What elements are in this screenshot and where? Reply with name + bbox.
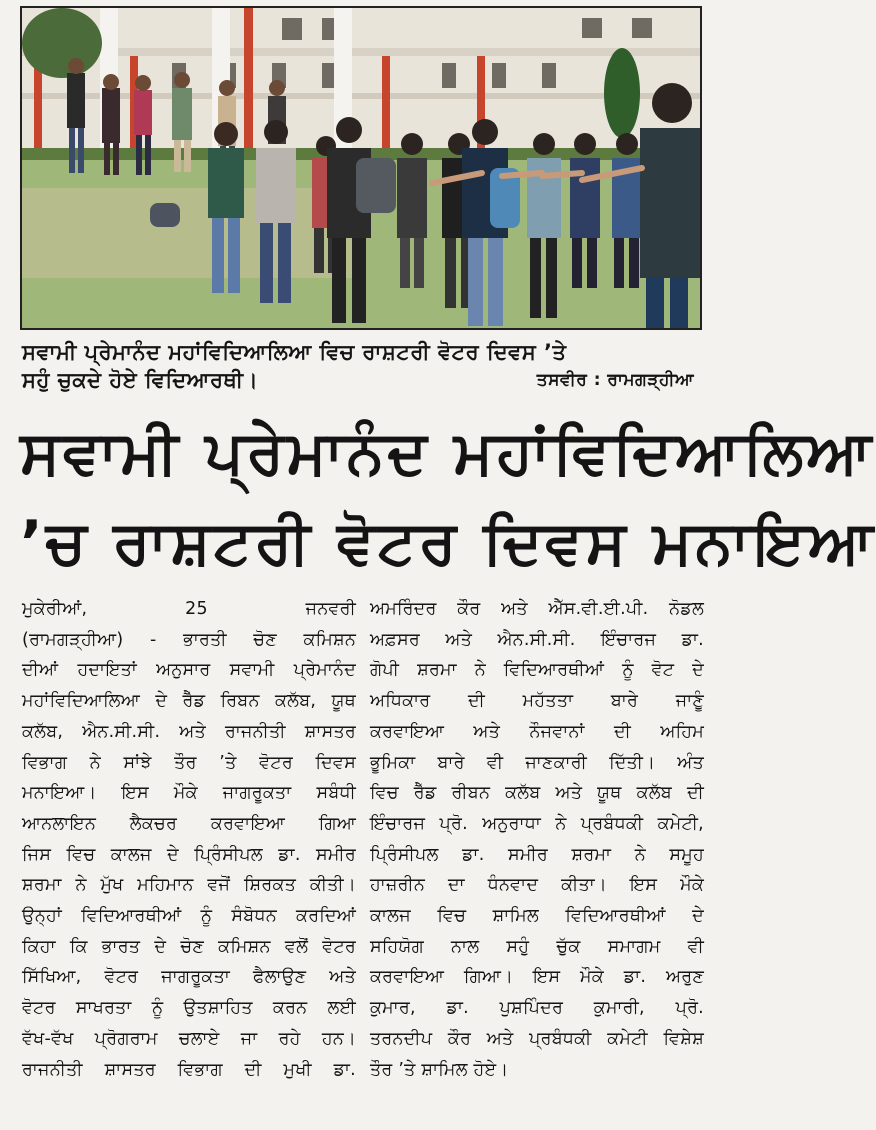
text-line: ਪ੍ਰਿੰਸੀਪਲ ਡਾ. ਸਮੀਰ ਸ਼ਰਮਾ ਨੇ ਸਮੂਹ — [370, 844, 704, 865]
text-line: (ਰਾਮਗੜ੍ਹੀਆ) - ਭਾਰਤੀ ਚੋਣ ਕਮਿਸ਼ਨ — [22, 629, 356, 650]
article-column-left — [20, 594, 356, 1124]
text-line: ਕਰਵਾਇਆ ਗਿਆ। ਇਸ ਮੌਕੇ ਡਾ. ਅਰੁਣ — [370, 967, 704, 988]
headline — [20, 408, 876, 588]
text-line: ਕਰਵਾਇਆ ਅਤੇ ਨੌਜਵਾਨਾਂ ਦੀ ਅਹਿਮ — [370, 721, 704, 742]
text-line: ਇੰਚਾਰਜ ਪ੍ਰੋ. ਅਨੁਰਾਧਾ ਨੇ ਪ੍ਰਬੰਧਕੀ ਕਮੇਟੀ, — [370, 813, 704, 834]
text-line: ਮੁਕੇਰੀਆਂ, 25 ਜਨਵਰੀ — [22, 599, 356, 619]
text-line: ਉਨ੍ਹਾਂ ਵਿਦਿਆਰਥੀਆਂ ਨੂੰ ਸੰਬੋਧਨ ਕਰਦਿਆਂ — [22, 906, 356, 927]
text-line: ਜਿਸ ਵਿਚ ਕਾਲਜ ਦੇ ਪ੍ਰਿੰਸੀਪਲ ਡਾ. ਸਮੀਰ — [22, 844, 356, 865]
photo-caption — [22, 338, 700, 394]
text-line: ਮਹਾਂਵਿਦਿਆਲਿਆ ਦੇ ਰੈੱਡ ਰਿਬਨ ਕਲੱਬ, ਯੂਥ — [22, 691, 356, 712]
text-line: ਭੂਮਿਕਾ ਬਾਰੇ ਵੀ ਜਾਣਕਾਰੀ ਦਿੱਤੀ। ਅੰਤ — [370, 752, 704, 773]
text-line: ਵਿਚ ਰੈੱਡ ਰੀਬਨ ਕਲੱਬ ਅਤੇ ਯੂਥ ਕਲੱਬ ਦੀ — [370, 783, 704, 804]
article-column-right — [370, 594, 704, 1124]
text-line: ਦੀਆਂ ਹਦਾਇਤਾਂ ਅਨੁਸਾਰ ਸਵਾਮੀ ਪ੍ਰੇਮਾਨੰਦ — [22, 660, 356, 681]
text-line: ਤਰਨਦੀਪ ਕੌਰ ਅਤੇ ਪ੍ਰਬੰਧਕੀ ਕਮੇਟੀ ਵਿਸ਼ੇਸ਼ — [370, 1028, 704, 1049]
news-photo — [20, 6, 702, 330]
text-line: ਕਲੱਬ, ਐਨ.ਸੀ.ਸੀ. ਅਤੇ ਰਾਜਨੀਤੀ ਸ਼ਾਸਤਰ — [22, 721, 356, 742]
caption-line-1: ਸਵਾਮੀ ਪ੍ਰੇਮਾਨੰਦ ਮਹਾਂਵਿਦਿਆਲਿਆ ਵਿਚ ਰਾਸ਼ਟਰੀ ਵੋਟਰ ਦਿਵਸ ’ਤੇ — [22, 340, 567, 364]
text-line: ਸਿੱਖਿਆ, ਵੋਟਰ ਜਾਗਰੂਕਤਾ ਫੈਲਾਉਣ ਅਤੇ — [22, 967, 356, 988]
text-line: ਅਮਰਿੰਦਰ ਕੌਰ ਅਤੇ ਐੱਸ.ਵੀ.ਈ.ਪੀ. ਨੋਡਲ — [370, 599, 704, 619]
text-line: ਕਿਹਾ ਕਿ ਭਾਰਤ ਦੇ ਚੋਣ ਕਮਿਸ਼ਨ ਵਲੋਂ ਵੋਟਰ — [22, 936, 356, 957]
text-line: ਵਿਭਾਗ ਨੇ ਸਾਂਝੇ ਤੌਰ ’ਤੇ ਵੋਟਰ ਦਿਵਸ — [22, 752, 356, 773]
photo-credit: ਤਸਵੀਰ : ਰਾਮਗੜ੍ਹੀਆ — [536, 370, 694, 390]
text-line: ਵੱਖ-ਵੱਖ ਪ੍ਰੋਗਰਾਮ ਚਲਾਏ ਜਾ ਰਹੇ ਹਨ। — [22, 1028, 356, 1049]
text-line: ਗੋਪੀ ਸ਼ਰਮਾ ਨੇ ਵਿਦਿਆਰਥੀਆਂ ਨੂੰ ਵੋਟ ਦੇ — [370, 660, 704, 681]
text-line: ਵੋਟਰ ਸਾਖਰਤਾ ਨੂੰ ਉਤਸ਼ਾਹਿਤ ਕਰਨ ਲਈ — [22, 998, 356, 1019]
text-line: ਅਫ਼ਸਰ ਅਤੇ ਐਨ.ਸੀ.ਸੀ. ਇੰਚਾਰਜ ਡਾ. — [370, 629, 704, 650]
text-line: ਰਾਜਨੀਤੀ ਸ਼ਾਸਤਰ ਵਿਭਾਗ ਦੀ ਮੁਖੀ ਡਾ. — [22, 1059, 356, 1080]
text-line: ਕਾਲਜ ਵਿਚ ਸ਼ਾਮਿਲ ਵਿਦਿਆਰਥੀਆਂ ਦੇ — [370, 906, 704, 927]
students-taking-oath-photo — [22, 8, 700, 328]
headline-line-1: ਸਵਾਮੀ ਪ੍ਰੇਮਾਨੰਦ ਮਹਾਂਵਿਦਿਆਲਿਆ — [20, 418, 875, 488]
text-line: ਆਨਲਾਇਨ ਲੈਕਚਰ ਕਰਵਾਇਆ ਗਿਆ — [22, 813, 356, 834]
text-line: ਹਾਜ਼ਰੀਨ ਦਾ ਧੰਨਵਾਦ ਕੀਤਾ। ਇਸ ਮੌਕੇ — [370, 875, 704, 896]
text-line: ਤੌਰ ’ਤੇ ਸ਼ਾਮਿਲ ਹੋਏ। — [370, 1059, 509, 1080]
article-body — [20, 594, 704, 1124]
text-line: ਸ਼ਰਮਾ ਨੇ ਮੁੱਖ ਮਹਿਮਾਨ ਵਜੋਂ ਸ਼ਿਰਕਤ ਕੀਤੀ। — [22, 875, 356, 896]
text-line: ਮਨਾਇਆ। ਇਸ ਮੌਕੇ ਜਾਗਰੂਕਤਾ ਸਬੰਧੀ — [22, 783, 356, 804]
caption-line-2: ਸਹੁੰ ਚੁਕਦੇ ਹੋਏ ਵਿਦਿਆਰਥੀ। — [22, 368, 259, 392]
headline-line-2: ’ਚ ਰਾਸ਼ਟਰੀ ਵੋਟਰ ਦਿਵਸ ਮਨਾਇਆ — [20, 508, 876, 578]
text-line: ਸਹਿਯੋਗ ਨਾਲ ਸਹੁੰ ਚੁੱਕ ਸਮਾਗਮ ਵੀ — [370, 936, 704, 957]
text-line: ਕੁਮਾਰ, ਡਾ. ਪੁਸ਼ਪਿੰਦਰ ਕੁਮਾਰੀ, ਪ੍ਰੋ. — [370, 998, 704, 1019]
text-line: ਅਧਿਕਾਰ ਦੀ ਮਹੱਤਤਾ ਬਾਰੇ ਜਾਣੂੰ — [370, 691, 704, 712]
